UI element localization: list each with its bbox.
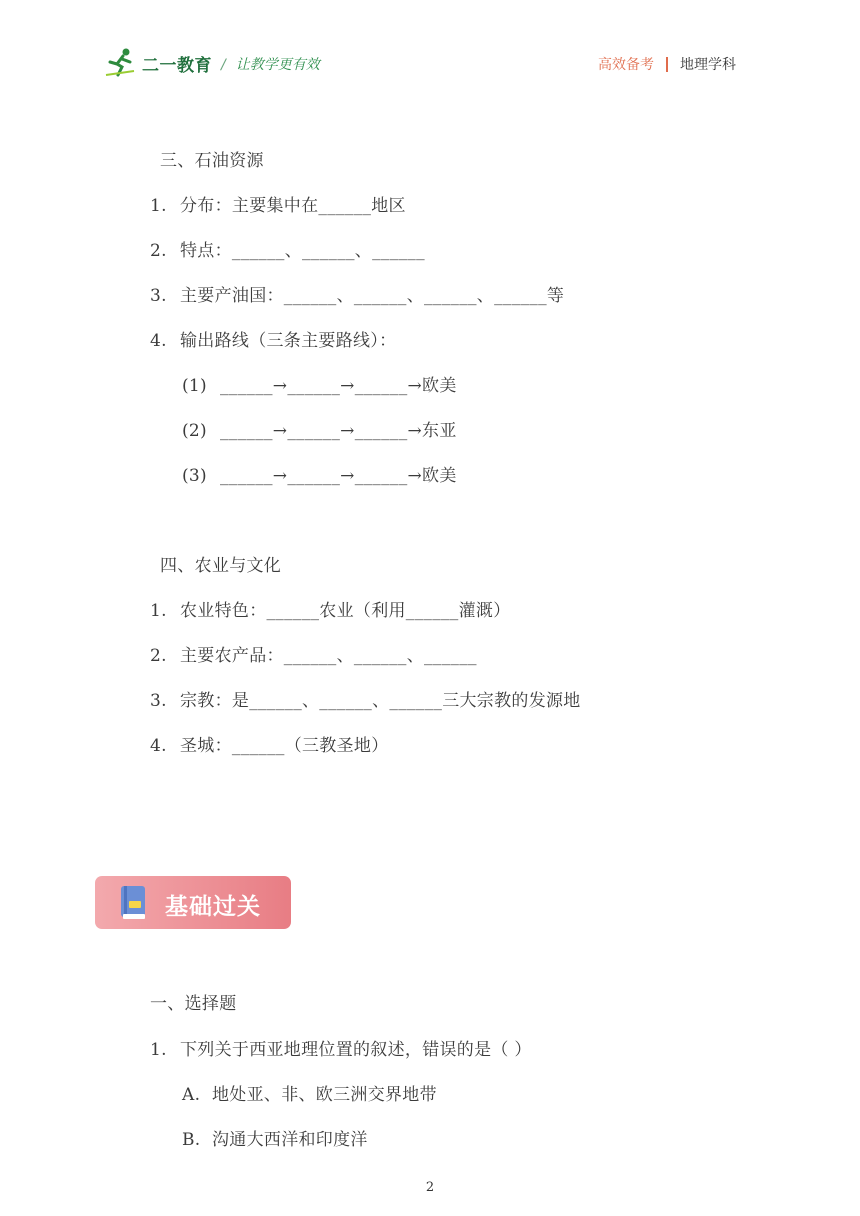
- item-text: 特点：______、______、______: [180, 241, 425, 261]
- route-number: (1): [182, 376, 207, 396]
- option-text: 沟通大西洋和印度洋: [212, 1130, 368, 1150]
- banner-title: 基础过关: [165, 894, 261, 920]
- section-heading-petroleum: 三、石油资源: [160, 151, 264, 171]
- option-text: 地处亚、非、欧三洲交界地带: [212, 1085, 437, 1105]
- answer-option: [182, 1125, 368, 1150]
- page-header: [0, 0, 860, 100]
- list-item: [150, 191, 406, 216]
- item-number: 2.: [150, 646, 167, 666]
- item-number: 4.: [150, 736, 167, 756]
- item-text: 宗教：是______、______、______三大宗教的发源地: [180, 691, 581, 711]
- route-item: [182, 371, 457, 396]
- item-text: 主要农产品：______、______、______: [180, 646, 477, 666]
- route-item: [182, 416, 457, 441]
- list-item: [150, 326, 396, 351]
- item-number: 1.: [150, 601, 167, 621]
- list-item: [150, 641, 477, 666]
- route-text: ______→______→______→欧美: [220, 376, 457, 396]
- slogan: [221, 54, 320, 74]
- item-number: 3.: [150, 691, 167, 711]
- item-number: 2.: [150, 241, 167, 261]
- route-text: ______→______→______→欧美: [220, 466, 457, 486]
- route-item: [182, 461, 457, 486]
- book-icon: [119, 885, 147, 920]
- item-text: 主要产油国：______、______、______、______等: [180, 286, 565, 306]
- page-number: 2: [425, 1180, 435, 1195]
- item-text: 输出路线（三条主要路线）：: [180, 331, 397, 351]
- item-text: 分布：主要集中在______地区: [180, 196, 406, 216]
- item-text: 农业特色：______农业（利用______灌溉）: [180, 601, 511, 621]
- route-number: (2): [182, 421, 207, 441]
- item-text: 圣城：______（三教圣地）: [180, 736, 389, 756]
- route-text: ______→______→______→东亚: [220, 421, 457, 441]
- list-item: [150, 686, 581, 711]
- slogan-text: 让教学更有效: [235, 57, 320, 73]
- option-label: A.: [182, 1085, 201, 1105]
- logo: [104, 46, 212, 80]
- header-tag: 高效备考: [598, 57, 654, 73]
- item-number: 3.: [150, 286, 167, 306]
- quiz-section-heading: 一、选择题: [150, 994, 237, 1014]
- item-number: 4.: [150, 331, 167, 351]
- answer-option: [182, 1080, 437, 1105]
- list-item: [150, 596, 511, 621]
- question: [150, 1035, 532, 1060]
- list-item: [150, 731, 389, 756]
- question-text: 下列关于西亚地理位置的叙述，错误的是（ ）: [180, 1040, 532, 1060]
- list-item: [150, 236, 425, 261]
- list-item: [150, 281, 564, 306]
- runner-logo-icon: [104, 47, 138, 79]
- slogan-divider: /: [221, 57, 226, 73]
- header-subject: 地理学科: [680, 57, 736, 73]
- logo-text: 二一教育: [142, 55, 212, 76]
- option-label: B.: [182, 1130, 201, 1150]
- header-right: [598, 54, 736, 74]
- question-number: 1.: [150, 1040, 167, 1060]
- section-banner: [95, 876, 291, 929]
- header-divider: [666, 57, 668, 72]
- item-number: 1.: [150, 196, 167, 216]
- route-number: (3): [182, 466, 207, 486]
- section-heading-agriculture: 四、农业与文化: [160, 556, 282, 576]
